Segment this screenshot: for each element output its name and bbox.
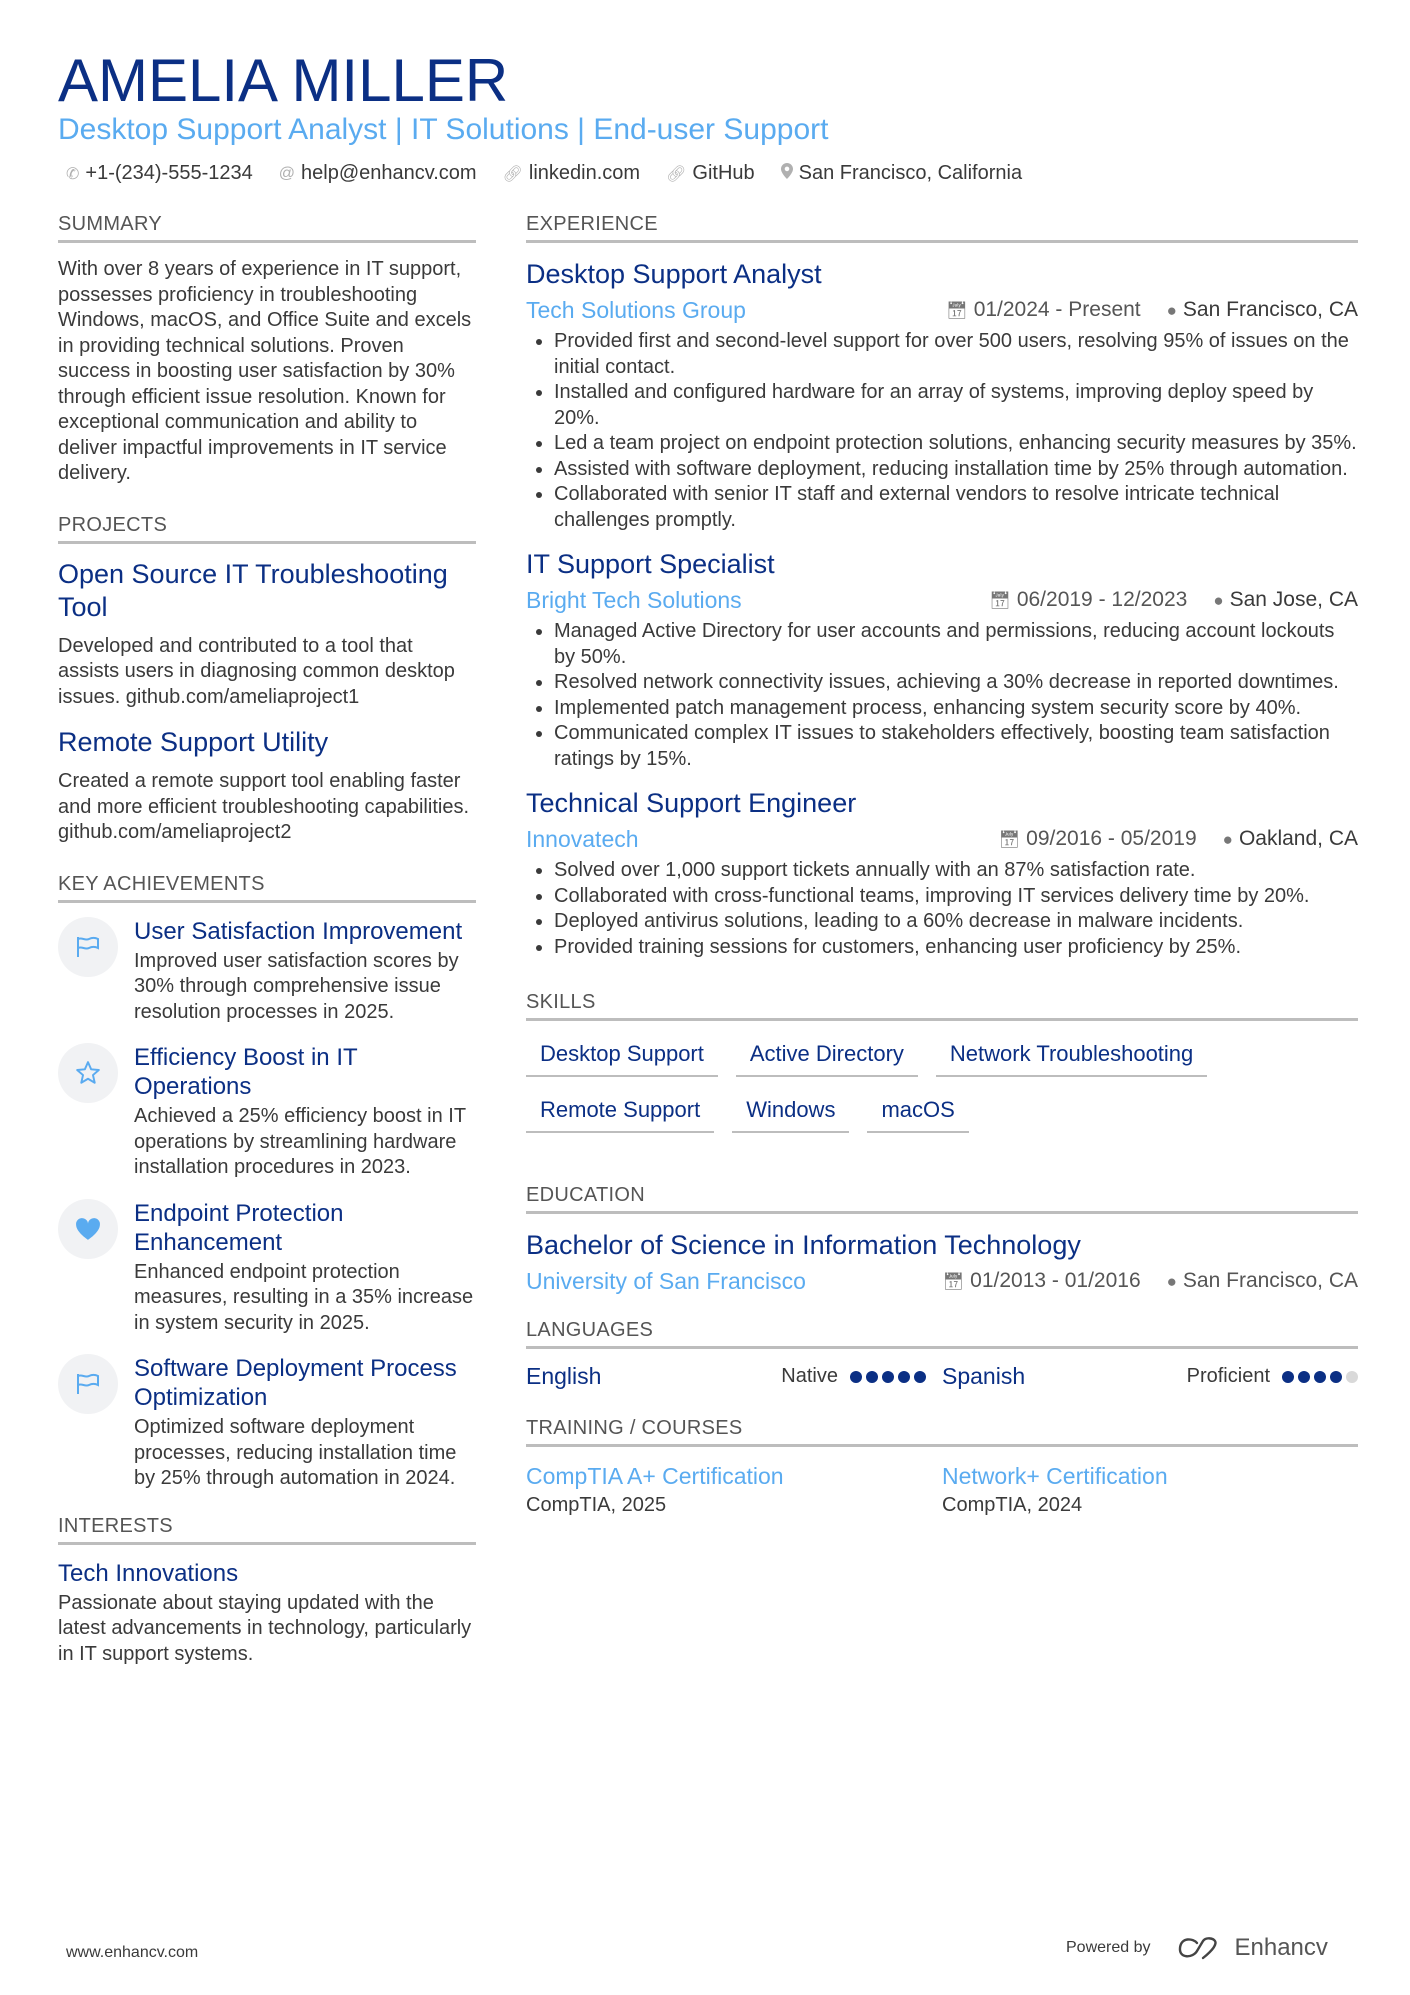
achievement-title: Endpoint Protection Enhancement xyxy=(134,1199,344,1256)
skill-tag: Network Troubleshooting xyxy=(936,1035,1207,1077)
education-dates-text: 01/2013 - 01/2016 xyxy=(970,1269,1141,1292)
rating-dots xyxy=(850,1371,926,1383)
section-title: SKILLS xyxy=(526,990,1358,1021)
languages-list xyxy=(526,1363,1358,1390)
job-dates-text: 06/2019 - 12/2023 xyxy=(1016,588,1188,611)
section-title: EDUCATION xyxy=(526,1183,1358,1214)
job-entry xyxy=(526,786,1358,960)
rating-dot-filled xyxy=(1314,1371,1326,1383)
company-name: Tech Solutions Group xyxy=(526,297,746,323)
project-title: Open Source IT Troubleshooting Tool xyxy=(58,558,448,622)
language-level xyxy=(1187,1365,1358,1388)
job-meta xyxy=(526,824,1358,854)
courses-list xyxy=(526,1461,1358,1519)
rating-dot-filled xyxy=(1282,1371,1294,1383)
contact-linkedin[interactable] xyxy=(503,162,640,185)
achievement-text: Improved user satisfaction scores by 30% through comprehensive issue resolution processes in 2025. xyxy=(134,949,459,1023)
skill-tag: Windows xyxy=(732,1091,849,1133)
rating-dot-empty xyxy=(1346,1371,1358,1383)
at-icon: @ xyxy=(278,164,295,182)
calendar-icon: 📅︎ xyxy=(998,830,1021,849)
section-title: TRAINING / COURSES xyxy=(526,1416,1358,1447)
course-title: CompTIA A+ Certification xyxy=(526,1463,784,1489)
job-bullets xyxy=(526,858,1358,960)
bullet: • Installed and configured hardware for an array of systems, improving deploy speed by 20%. xyxy=(554,380,1358,431)
brand-name: Enhancv xyxy=(1234,1934,1328,1961)
bullet: • Communicated complex IT issues to stakeholders effectively, boosting team satisfaction ratings by 15%. xyxy=(554,721,1358,772)
job-meta-right xyxy=(989,588,1358,612)
project-item xyxy=(58,726,476,846)
course-title: Network+ Certification xyxy=(942,1463,1168,1489)
job-title: Technical Support Engineer xyxy=(526,788,857,818)
bullet: • Collaborated with cross-functional teams, improving IT services delivery time by 20%. xyxy=(554,884,1358,910)
language-name: Spanish xyxy=(942,1363,1026,1389)
right-column xyxy=(526,212,1358,1519)
skill-tag: Desktop Support xyxy=(526,1035,718,1077)
job-location-text: San Francisco, CA xyxy=(1182,298,1358,321)
job-dates xyxy=(999,827,1197,851)
contact-phone-text: +1-(234)-555-1234 xyxy=(85,162,253,184)
achievement-title: User Satisfaction Improvement xyxy=(134,917,463,945)
location-icon: ● xyxy=(1222,830,1233,849)
location-icon: ● xyxy=(1213,591,1224,610)
rating-dots xyxy=(1282,1371,1358,1383)
calendar-icon: 📅︎ xyxy=(942,1272,965,1291)
job-meta xyxy=(526,585,1358,615)
rating-dot-filled xyxy=(914,1371,926,1383)
job-location xyxy=(1223,827,1358,851)
job-bullets xyxy=(526,329,1358,533)
bullet: • Assisted with software deployment, reducing installation time by 25% through automation. xyxy=(554,457,1358,483)
interests-section xyxy=(58,1514,476,1668)
footer-website[interactable]: www.enhancv.com xyxy=(66,1944,199,1961)
enhancv-logo-icon xyxy=(1177,1935,1223,1961)
rating-dot-filled xyxy=(1298,1371,1310,1383)
bullet: • Solved over 1,000 support tickets annually with an 87% satisfaction rate. xyxy=(554,858,1358,884)
job-location-text: San Jose, CA xyxy=(1229,588,1358,611)
link-icon: 🔗︎ xyxy=(502,165,523,183)
bullet: • Resolved network connectivity issues, achieving a 30% decrease in reported downtimes. xyxy=(554,670,1358,696)
language-level-text: Native xyxy=(781,1365,838,1387)
job-dates-text: 09/2016 - 05/2019 xyxy=(1026,827,1197,850)
projects-section xyxy=(58,513,476,846)
education-dates xyxy=(943,1269,1141,1293)
summary-section xyxy=(58,212,476,487)
project-description: Developed and contributed to a tool that assists users in diagnosing common desktop issues. github.com/ameliaproject1 xyxy=(58,634,455,708)
rating-dot-filled xyxy=(882,1371,894,1383)
language-level-text: Proficient xyxy=(1186,1365,1270,1387)
language-item xyxy=(526,1363,942,1390)
company-name: Innovatech xyxy=(526,826,639,852)
contact-email[interactable] xyxy=(279,162,477,185)
section-title: KEY ACHIEVEMENTS xyxy=(58,872,476,903)
rating-dot-filled xyxy=(866,1371,878,1383)
achievement-text: Enhanced endpoint protection measures, resulting in a 35% increase in system security in 2025. xyxy=(134,1260,474,1334)
bullet: • Deployed antivirus solutions, leading to a 60% decrease in malware incidents. xyxy=(554,909,1358,935)
flag-icon xyxy=(58,1354,118,1414)
heart-icon xyxy=(58,1199,118,1259)
education-location-text: San Francisco, CA xyxy=(1182,1269,1358,1292)
job-meta xyxy=(526,295,1358,325)
achievement-item xyxy=(58,1043,476,1181)
contact-location-text: San Francisco, California xyxy=(798,162,1023,184)
language-item xyxy=(942,1363,1358,1390)
flag-icon xyxy=(58,917,118,977)
skills-section xyxy=(526,990,1358,1133)
achievement-item xyxy=(58,1354,476,1492)
skill-tag: Remote Support xyxy=(526,1091,714,1133)
job-title: IT Support Specialist xyxy=(526,549,775,579)
bullet: • Provided training sessions for customers, enhancing user proficiency by 25%. xyxy=(554,935,1358,961)
interest-text: Passionate about staying updated with the latest advancements in technology, particularly in IT support systems. xyxy=(58,1591,472,1665)
achievement-text: Achieved a 25% efficiency boost in IT operations by streamlining hardware installation procedures in 2023. xyxy=(134,1105,466,1178)
job-location xyxy=(1167,298,1358,322)
job-bullets xyxy=(526,619,1358,772)
bullet: • Implemented patch management process, enhancing system security score by 40%. xyxy=(554,696,1358,722)
location-icon xyxy=(781,163,793,184)
rating-dot-filled xyxy=(898,1371,910,1383)
education-meta-right xyxy=(943,1269,1358,1293)
school-name: University of San Francisco xyxy=(526,1268,806,1294)
section-title: SUMMARY xyxy=(58,212,476,243)
bullet: • Managed Active Directory for user accounts and permissions, reducing account lockouts by 50%. xyxy=(554,619,1358,670)
job-dates-text: 01/2024 - Present xyxy=(973,298,1141,321)
rating-dot-filled xyxy=(850,1371,862,1383)
training-section xyxy=(526,1416,1358,1519)
education-meta xyxy=(526,1266,1358,1296)
achievement-title: Software Deployment Process Optimization xyxy=(134,1355,457,1411)
location-icon: ● xyxy=(1166,1272,1177,1291)
skill-tag: Active Directory xyxy=(736,1035,918,1077)
calendar-icon: 📅︎ xyxy=(946,301,968,320)
course-item xyxy=(526,1461,942,1519)
company-name: Bright Tech Solutions xyxy=(526,587,742,613)
job-entry xyxy=(526,257,1358,533)
language-level xyxy=(781,1365,926,1388)
link-icon: 🔗︎ xyxy=(666,165,687,183)
candidate-headline: Desktop Support Analyst | IT Solutions | End-user Support xyxy=(58,113,829,146)
skill-tag: macOS xyxy=(867,1091,968,1133)
job-meta-right xyxy=(999,827,1358,851)
achievement-item xyxy=(58,1199,476,1337)
candidate-name: AMELIA MILLER xyxy=(58,47,509,114)
contact-linkedin-text: linkedin.com xyxy=(528,162,641,184)
section-title: EXPERIENCE xyxy=(526,212,1358,243)
project-title: Remote Support Utility xyxy=(58,727,329,757)
project-description: Created a remote support tool enabling faster and more efficient troubleshooting capabilities. github.com/ameliaproject2 xyxy=(58,770,469,843)
degree-title: Bachelor of Science in Information Technology xyxy=(526,1230,1081,1260)
job-dates xyxy=(989,588,1187,612)
job-dates xyxy=(946,298,1141,322)
footer-powered-by xyxy=(1066,1934,1328,1962)
star-icon xyxy=(58,1043,118,1103)
education-location xyxy=(1167,1269,1358,1293)
course-item xyxy=(942,1461,1358,1519)
contact-github[interactable] xyxy=(666,162,755,185)
phone-icon: ✆ xyxy=(66,165,80,183)
achievement-item xyxy=(58,917,476,1026)
contact-location xyxy=(781,162,1022,185)
project-item xyxy=(58,558,476,711)
bullet: • Led a team project on endpoint protection solutions, enhancing security measures by 35%. xyxy=(554,431,1358,457)
location-icon: ● xyxy=(1166,301,1177,320)
bullet: • Collaborated with senior IT staff and external vendors to resolve intricate technical challenges promptly. xyxy=(554,482,1358,533)
rating-dot-filled xyxy=(1330,1371,1342,1383)
course-provider: CompTIA, 2024 xyxy=(942,1494,1083,1516)
calendar-icon: 📅︎ xyxy=(989,591,1011,610)
education-section xyxy=(526,1183,1358,1296)
section-title: PROJECTS xyxy=(58,513,476,544)
section-title: INTERESTS xyxy=(58,1514,476,1545)
achievements-section xyxy=(58,872,476,1492)
bullet: • Provided first and second-level support for over 500 users, resolving 95% of issues on the initial contact. xyxy=(554,329,1358,380)
job-title: Desktop Support Analyst xyxy=(526,259,822,289)
contact-email-text: help@enhancv.com xyxy=(301,162,477,184)
language-name: English xyxy=(526,1363,602,1389)
experience-section xyxy=(526,212,1358,960)
achievement-text: Optimized software deployment processes, reducing installation time by 25% through automation in 2024. xyxy=(134,1416,457,1489)
course-provider: CompTIA, 2025 xyxy=(526,1494,667,1516)
languages-section xyxy=(526,1318,1358,1390)
summary-text: With over 8 years of experience in IT support, possesses proficiency in troubleshooting Windows, macOS, and Office Suite and excels in providing technical solutions. Proven success in boosting user satisfaction by 30% through efficient issue resolution. Known for exceptional communication and ability to deliver impactful improvements in IT service delivery. xyxy=(58,258,472,484)
powered-by-label: Powered by xyxy=(1066,1939,1151,1956)
achievement-title: Efficiency Boost in IT Operations xyxy=(134,1044,358,1100)
contact-bar xyxy=(66,162,1022,185)
section-title: LANGUAGES xyxy=(526,1318,1358,1349)
job-entry xyxy=(526,547,1358,772)
contact-github-text: GitHub xyxy=(692,162,755,184)
skills-list xyxy=(526,1035,1358,1133)
contact-phone[interactable] xyxy=(66,162,253,185)
interest-title: Tech Innovations xyxy=(58,1559,239,1587)
job-location xyxy=(1213,588,1358,612)
enhancv-logo[interactable] xyxy=(1177,1934,1328,1962)
job-location-text: Oakland, CA xyxy=(1238,827,1358,850)
left-column xyxy=(58,212,476,1667)
job-meta-right xyxy=(946,298,1358,322)
